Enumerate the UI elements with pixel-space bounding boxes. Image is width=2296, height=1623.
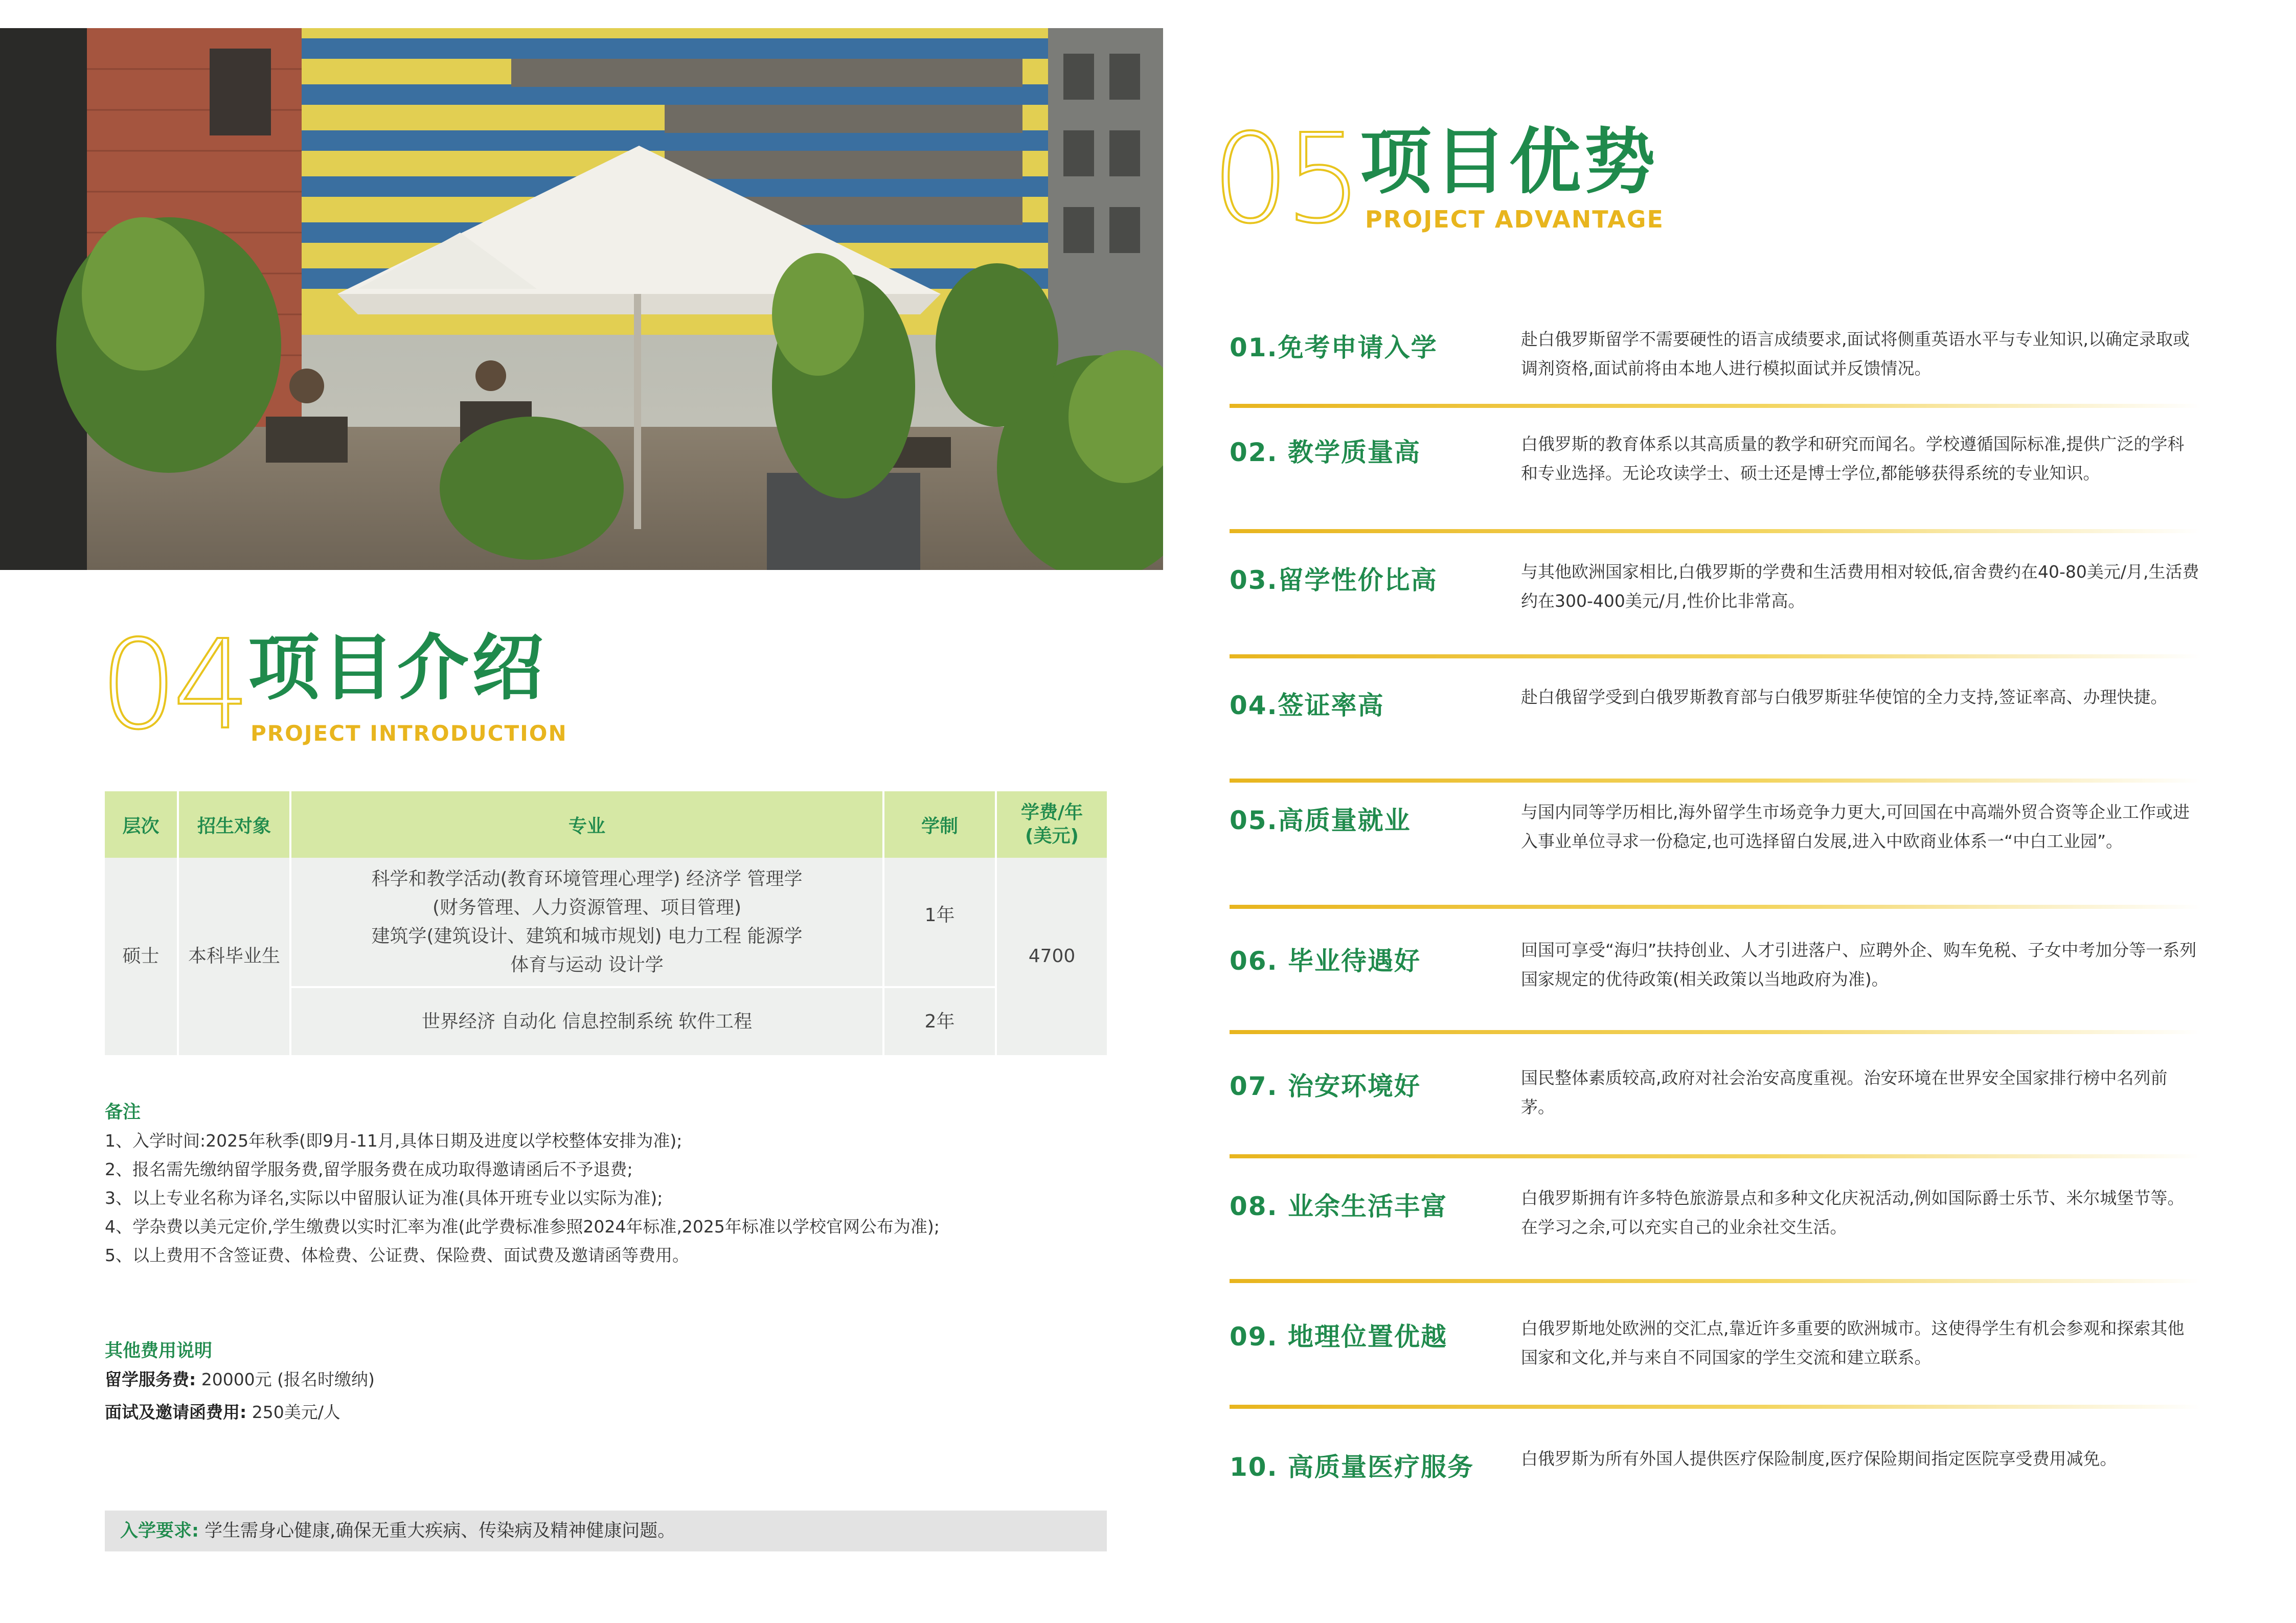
header-level: 层次 <box>105 791 179 858</box>
cell-majors <box>291 858 884 988</box>
advantage-item-title: 04.签证率高 <box>1230 691 1384 720</box>
table-header-row <box>105 791 1107 858</box>
service-fee-line <box>105 1365 375 1394</box>
note-line: 1、入学时间:2025年秋季(即9月-11月,具体日期及进度以学校整体安排为准); <box>105 1131 683 1151</box>
cell-majors: 世界经济 自动化 信息控制系统 软件工程 <box>291 988 884 1057</box>
intro-section-number: 04 <box>100 613 246 757</box>
header-target: 招生对象 <box>179 791 291 858</box>
divider <box>1230 1279 2201 1283</box>
divider <box>1230 654 2201 658</box>
cell-level: 硕士 <box>105 858 179 1057</box>
divider <box>1230 1154 2201 1158</box>
note-line: 2、报名需先缴纳留学服务费,留学服务费在成功取得邀请函后不予退费; <box>105 1159 633 1179</box>
intro-section-title: 项目介绍 <box>248 627 547 710</box>
other-fees-heading: 其他费用说明 <box>105 1341 213 1361</box>
advantage-section-title: 项目优势 <box>1360 121 1659 204</box>
advantage-item-desc: 回国可享受“海归”扶持创业、人才引进落户、应聘外企、购车免税、子女中考加分等一系列国家规定的优待政策(相关政策以当地政府为准)。 <box>1521 940 2197 989</box>
intro-section-subtitle: PROJECT INTRODUCTION <box>251 721 567 746</box>
header-fee: 学费/年 (美元) <box>997 791 1107 858</box>
advantage-item-desc: 白俄罗斯为所有外国人提供医疗保险制度,医疗保险期间指定医院享受费用减免。 <box>1521 1449 2117 1469</box>
advantage-item-desc: 与国内同等学历相比,海外留学生市场竞争力更大,可回国在中高端外贸合资等企业工作或进入事业单位寻求一份稳定,也可选择留白发展,进入中欧商业体系一“中白工业园”。 <box>1521 802 2190 851</box>
divider <box>1230 404 2201 408</box>
service-fee-value: 20000元 (报名时缴纳) <box>201 1369 375 1389</box>
program-table-wrap <box>105 791 1107 1057</box>
header-years: 学制 <box>884 791 997 858</box>
note-line: 4、学杂费以美元定价,学生缴费以实时汇率为准(此学费标准参照2024年标准,2025年标准以学校官网公布为准); <box>105 1217 940 1237</box>
other-fees-block <box>105 1337 375 1427</box>
advantage-item-desc: 白俄罗斯拥有许多特色旅游景点和多种文化庆祝活动,例如国际爵士乐节、米尔城堡节等。在学习之余,可以充实自己的业余社交生活。 <box>1521 1188 2185 1237</box>
advantage-item-title: 09. 地理位置优越 <box>1230 1322 1447 1352</box>
header-major: 专业 <box>291 791 884 858</box>
advantage-item-title: 10. 高质量医疗服务 <box>1230 1452 1474 1482</box>
divider <box>1230 905 2201 909</box>
advantage-section-number: 05 <box>1212 107 1358 250</box>
cell-target: 本科毕业生 <box>179 858 291 1057</box>
divider <box>1230 1405 2201 1409</box>
advantage-item-title: 07. 治安环境好 <box>1230 1071 1421 1101</box>
major-line: 科学和教学活动(教育环境管理心理学) 经济学 管理学 <box>371 868 803 889</box>
advantage-item-title: 08. 业余生活丰富 <box>1230 1192 1447 1221</box>
requirement-label: 入学要求: <box>120 1521 199 1541</box>
advantage-item-desc: 白俄罗斯的教育体系以其高质量的教学和研究而闻名。学校遵循国际标准,提供广泛的学科和专业选择。无论攻读学士、硕士还是博士学位,都能够获得系统的专业知识。 <box>1521 434 2185 483</box>
advantage-item-desc: 赴白俄罗斯留学不需要硬性的语言成绩要求,面试将侧重英语水平与专业知识,以确定录取或调剂资格,面试前将由本地人进行模拟面试并反馈情况。 <box>1521 329 2190 378</box>
requirement-text: 学生需身心健康,确保无重大疾病、传染病及精神健康问题。 <box>204 1521 676 1541</box>
major-line: 建筑学(建筑设计、建筑和城市规划) 电力工程 能源学 <box>371 925 803 947</box>
advantage-item-title: 01.免考申请入学 <box>1230 333 1438 362</box>
interview-fee-value: 250美元/人 <box>252 1402 340 1422</box>
major-line: (财务管理、人力资源管理、项目管理) <box>432 897 742 918</box>
cell-years: 1年 <box>884 858 997 988</box>
divider <box>1230 779 2201 783</box>
service-fee-label: 留学服务费: <box>105 1369 196 1389</box>
advantage-list <box>1230 322 2201 1549</box>
advantage-item-desc: 与其他欧洲国家相比,白俄罗斯的学费和生活费用相对较低,宿舍费约在40-80美元/月,生活费约在300-400美元/月,性价比非常高。 <box>1521 562 2199 611</box>
advantage-item-desc: 国民整体素质较高,政府对社会治安高度重视。治安环境在世界安全国家排行榜中名列前茅。 <box>1521 1068 2168 1117</box>
major-line: 体育与运动 设计学 <box>510 954 664 975</box>
notes-heading: 备注 <box>105 1102 141 1123</box>
program-table <box>105 791 1107 1057</box>
cafe-terrace-photo <box>0 28 1163 570</box>
advantage-section-subtitle: PROJECT ADVANTAGE <box>1365 205 1664 233</box>
cell-years: 2年 <box>884 988 997 1057</box>
advantage-item-desc: 赴白俄留学受到白俄罗斯教育部与白俄罗斯驻华使馆的全力支持,签证率高、办理快捷。 <box>1521 687 2168 707</box>
divider <box>1230 1030 2201 1034</box>
note-line: 5、以上费用不含签证费、体检费、公证费、保险费、面试费及邀请函等费用。 <box>105 1245 689 1265</box>
advantage-item-title: 05.高质量就业 <box>1230 806 1411 835</box>
cell-fee: 4700 <box>997 858 1107 1057</box>
table-row <box>105 858 1107 988</box>
advantage-item-desc: 白俄罗斯地处欧洲的交汇点,靠近许多重要的欧洲城市。这使得学生有机会参观和探索其他国家和文化,并与来自不同国家的学生交流和建立联系。 <box>1521 1318 2185 1367</box>
advantage-item-title: 02. 教学质量高 <box>1230 438 1421 467</box>
admission-requirement-bar <box>105 1511 1107 1551</box>
divider <box>1230 529 2201 533</box>
notes-block <box>105 1098 940 1270</box>
advantage-item-title: 03.留学性价比高 <box>1230 565 1438 595</box>
interview-fee-line <box>105 1398 375 1427</box>
interview-fee-label: 面试及邀请函费用: <box>105 1402 247 1422</box>
note-line: 3、以上专业名称为译名,实际以中留服认证为准(具体开班专业以实际为准); <box>105 1188 663 1208</box>
advantage-item-title: 06. 毕业待遇好 <box>1230 946 1421 976</box>
